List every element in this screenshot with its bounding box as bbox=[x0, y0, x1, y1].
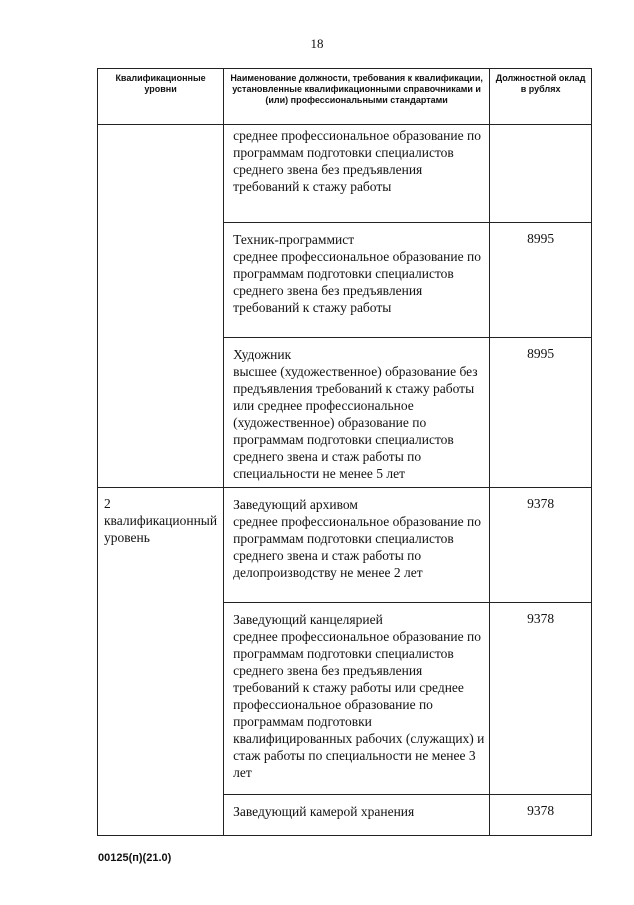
position-title: Художник bbox=[233, 347, 292, 362]
position-requirements: среднее профессиональное образование по программам подготовки специалистов среднего звена без предъявления требований к стажу работы bbox=[233, 249, 481, 315]
qualification-level-2: 2 квалификационный уровень bbox=[98, 488, 224, 836]
position-cell bbox=[224, 603, 490, 795]
header-position-requirements: Наименование должности, требования к квалификации, установленные квалификационными справочниками и (или) профессиональными стандартами bbox=[224, 69, 490, 125]
position-title: Заведующий архивом bbox=[233, 497, 358, 512]
salary-cell: 8995 bbox=[490, 338, 592, 488]
position-cell bbox=[224, 488, 490, 603]
position-title: Заведующий канцелярией bbox=[233, 612, 383, 627]
position-cell bbox=[224, 795, 490, 836]
header-qualification-levels: Квалификационные уровни bbox=[98, 69, 224, 125]
salary-cell: 9378 bbox=[490, 795, 592, 836]
position-title: Техник-программист bbox=[233, 232, 355, 247]
position-cell bbox=[224, 223, 490, 338]
position-cell bbox=[224, 125, 490, 223]
position-requirements: среднее профессиональное образование по программам подготовки специалистов среднего звена без предъявления требований к стажу работы bbox=[233, 128, 481, 194]
table-row bbox=[98, 125, 592, 223]
level-cell-continuation bbox=[98, 125, 224, 488]
salary-cell: 8995 bbox=[490, 223, 592, 338]
position-requirements: среднее профессиональное образование по программам подготовки специалистов среднего звена без предъявления требований к стажу работы или среднее профессиональное образование по программам подготовки квалифицированных рабочих (служащих) и стаж работы по специальности не менее 3 лет bbox=[233, 629, 485, 780]
position-cell bbox=[224, 338, 490, 488]
salary-cell: 9378 bbox=[490, 603, 592, 795]
salary-cell: 9378 bbox=[490, 488, 592, 603]
document-code: 00125(п)(21.0) bbox=[98, 852, 172, 864]
position-requirements: среднее профессиональное образование по программам подготовки специалистов среднего звена и стаж работы по делопроизводству не менее 2 лет bbox=[233, 514, 481, 580]
qualification-table bbox=[97, 68, 592, 836]
position-title: Заведующий камерой хранения bbox=[233, 804, 415, 819]
page-number: 18 bbox=[310, 36, 324, 51]
salary-cell bbox=[490, 125, 592, 223]
header-salary: Должностной оклад в рублях bbox=[490, 69, 592, 125]
table-row bbox=[98, 488, 592, 603]
position-requirements: высшее (художественное) образование без предъявления требований к стажу работы или среднее профессиональное (художественное) образование по программам подготовки специалистов среднего звена и стаж работы по специальности не менее 5 лет bbox=[233, 364, 478, 481]
